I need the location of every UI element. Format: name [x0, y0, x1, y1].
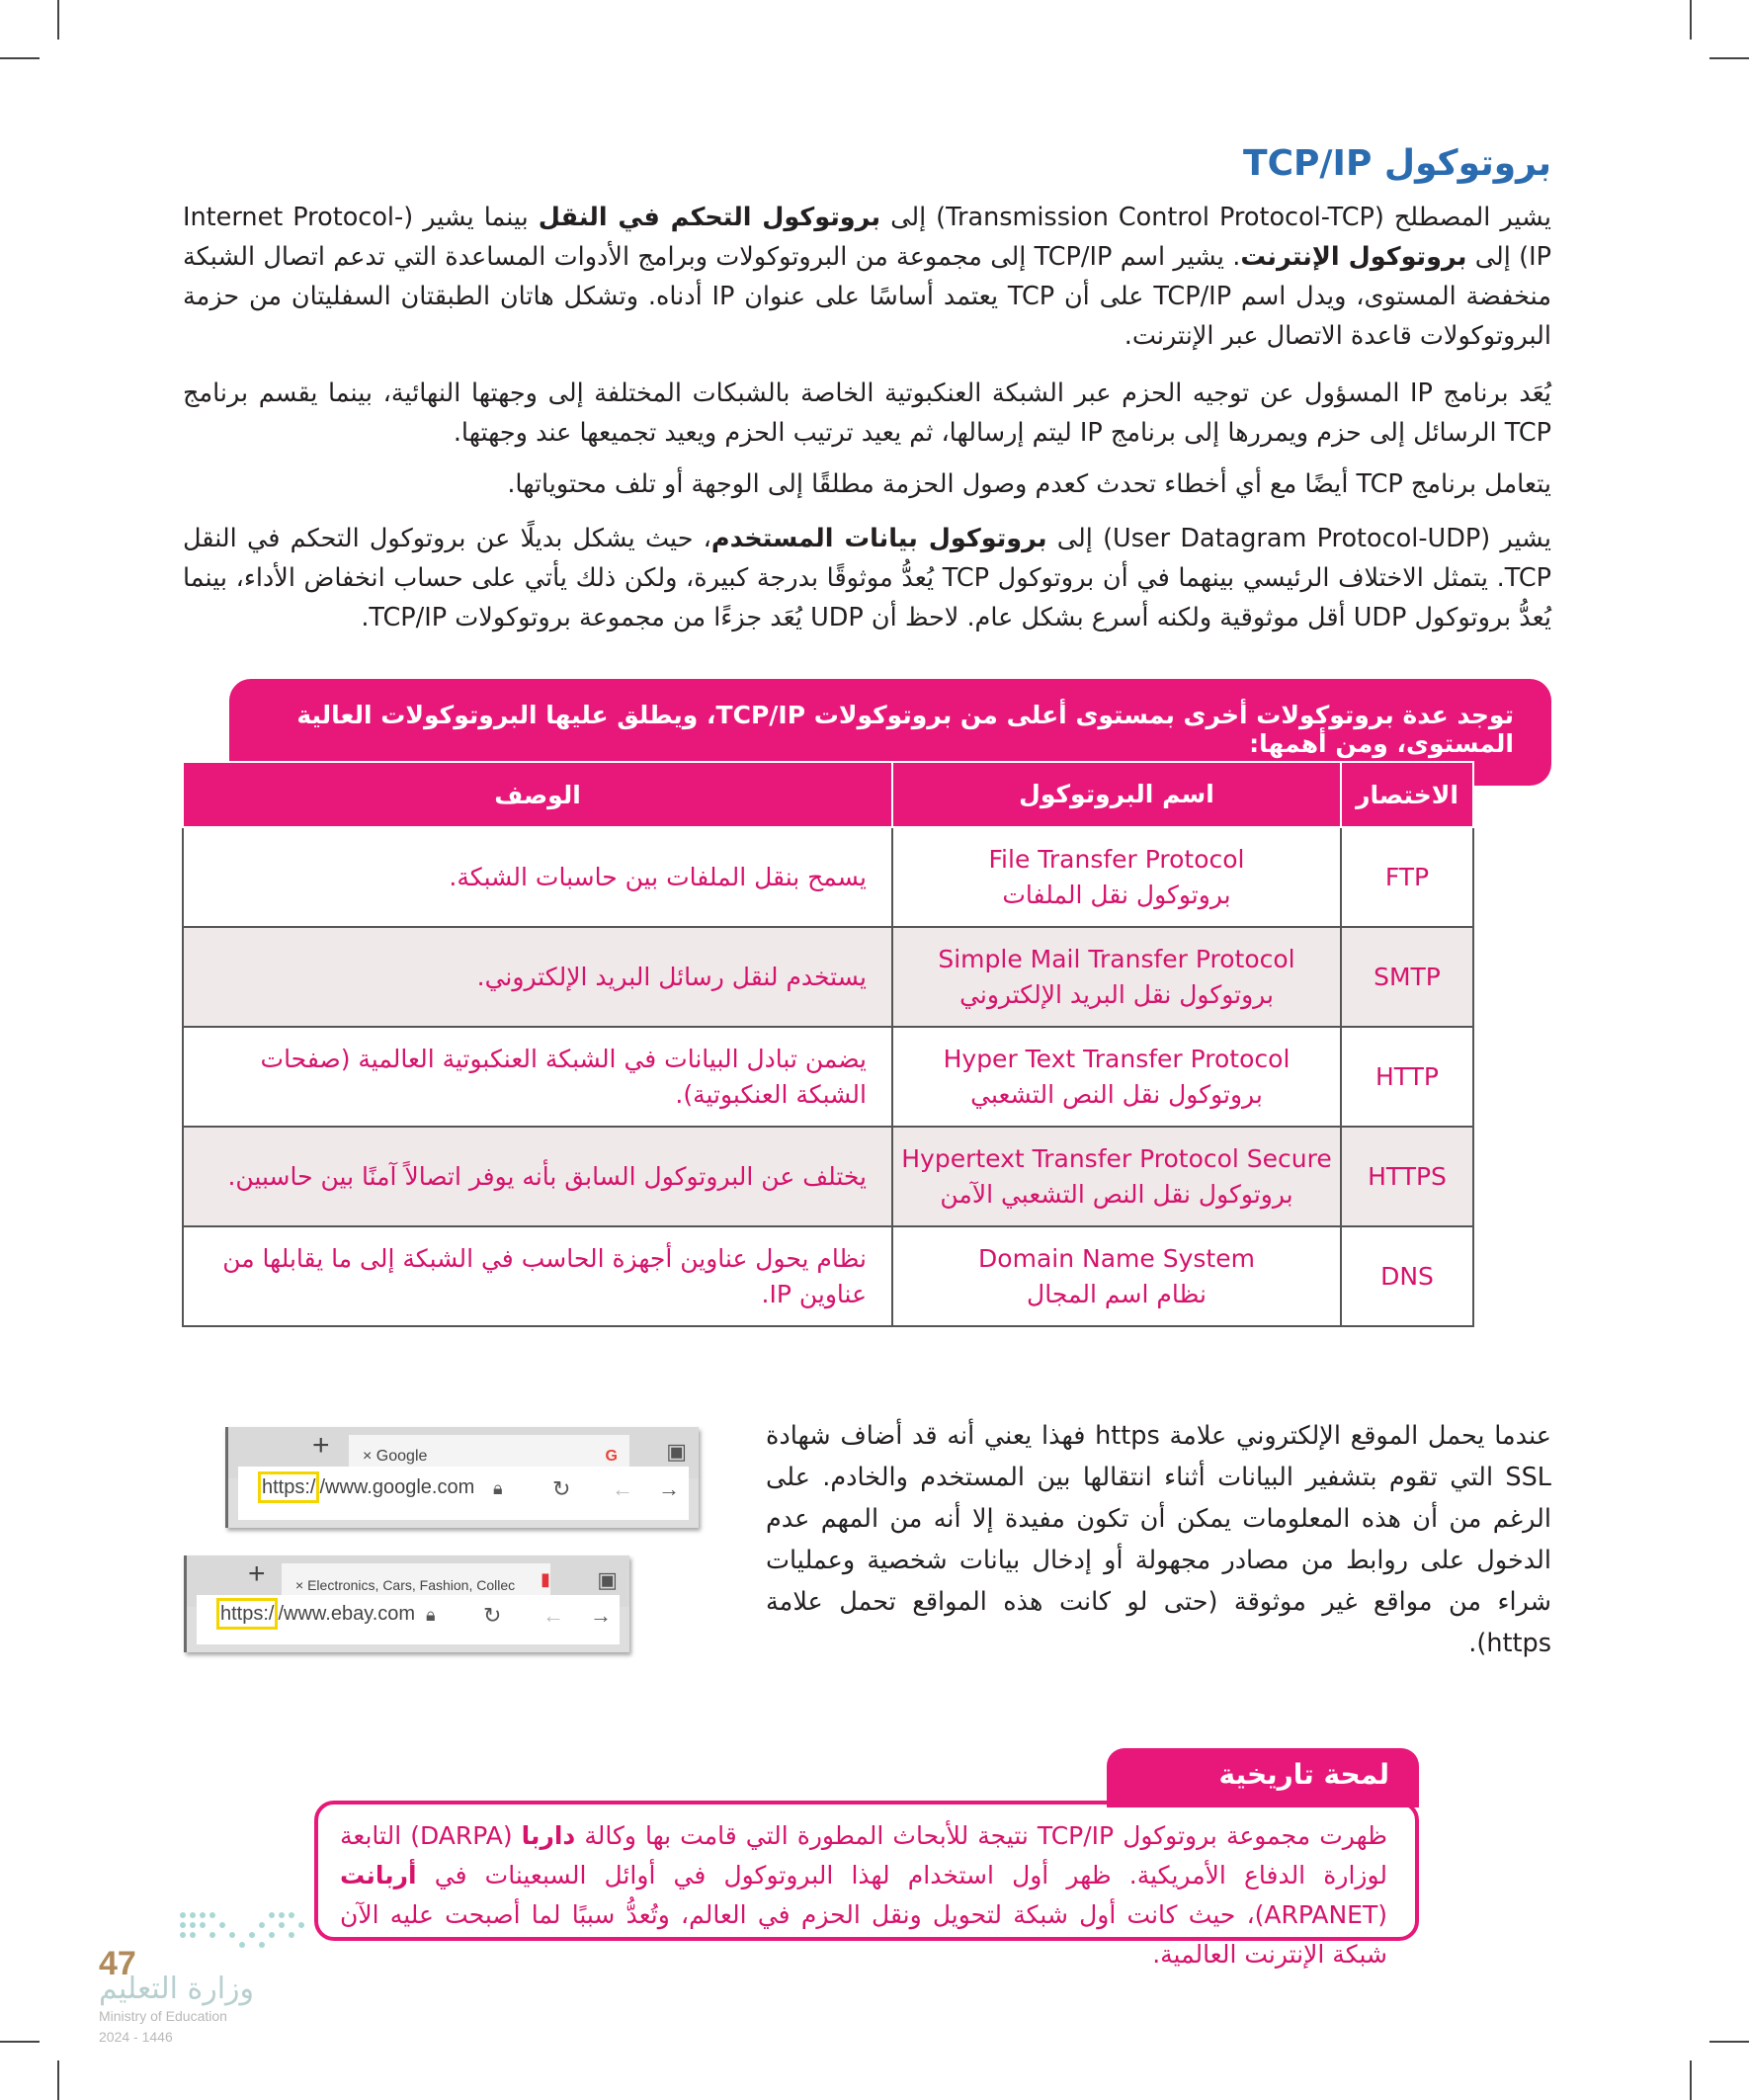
table-row	[183, 1226, 1473, 1326]
browser-screenshot-google	[225, 1427, 699, 1528]
crop-mark	[1709, 2041, 1749, 2043]
ebay-bag-icon: ▮	[541, 1569, 550, 1589]
text: ظهرت مجموعة بروتوكول TCP/IP نتيجة للأبحاث المطورة التي قامت بها وكالة	[575, 1821, 1387, 1850]
paragraph-tcp-ip	[183, 198, 1551, 356]
history-box	[314, 1801, 1419, 1969]
paragraph-ip-routing: يُعَد برنامج IP المسؤول عن توجيه الحزم عبر الشبكة العنكبوتية الخاصة بالشبكات المختلفة إلى وجهتها النهائية، بينما يقسم برنامج TCP الرسائل إلى حزم ويمررها إلى برنامج IP ليتم إرسالها، ثم يعيد ترتيب الحزم ويعيد تجميعها عند وجهتها.	[183, 378, 1551, 448]
window-icon: ▣	[666, 1439, 687, 1464]
cell-desc: نظام يحول عناوين أجهزة الحاسب في الشبكة إلى ما يقابلها من عناوين IP.	[183, 1226, 892, 1326]
forward-icon: →	[590, 1603, 612, 1628]
cell-desc: يضمن تبادل البيانات في الشبكة العنكبوتية العالمية (صفحات الشبكة العنكبوتية).	[183, 1027, 892, 1127]
cell-desc: يستخدم لنقل رسائل البريد الإلكتروني.	[183, 927, 892, 1027]
cell-name	[892, 1127, 1341, 1226]
crop-mark	[1690, 2060, 1692, 2100]
crop-mark	[57, 2060, 59, 2100]
cell-name	[892, 1027, 1341, 1127]
table-row	[183, 927, 1473, 1027]
name-en: File Transfer Protocol	[988, 844, 1245, 874]
text: . يشير اسم TCP/IP إلى مجموعة من البروتوكولات وبرامج الأدوات المساعدة التي تدعم اتصال الشبكة منخفضة المستوى، ويدل اسم TCP/IP على أن TCP يعتمد أساسًا على عنوان IP أدناه. وتشكل هاتان الطبقتان السفليتان من حزمة البروتوكولات قاعدة الاتصال عبر الإنترنت.	[183, 242, 1551, 351]
bold-term: داربا	[521, 1821, 576, 1850]
https-highlight: https:/	[258, 1471, 319, 1503]
crop-mark	[1709, 57, 1749, 59]
table-header-row	[183, 762, 1473, 827]
name-en: Simple Mail Transfer Protocol	[938, 944, 1295, 973]
https-highlight: https:/	[216, 1598, 278, 1630]
name-ar: بروتوكول نقل النص التشعبي	[970, 1079, 1263, 1109]
ministry-name-ar: وزارة التعليم	[99, 1972, 255, 2006]
close-icon: ×	[363, 1448, 376, 1465]
bold-term: بروتوكول الإنترنت	[1240, 242, 1467, 272]
name-ar: بروتوكول نقل النص التشعبي الآمن	[940, 1179, 1293, 1209]
name-ar: بروتوكول نقل الملفات	[1002, 880, 1231, 909]
name-en: Domain Name System	[978, 1243, 1255, 1273]
cell-abbr: HTTP	[1341, 1027, 1473, 1127]
paragraph-tcp-errors: يتعامل برنامج TCP أيضًا مع أي أخطاء تحدث كعدم وصول الحزمة مطلقًا إلى الوجهة أو تلف محتوياتها.	[507, 469, 1551, 499]
cell-name	[892, 1226, 1341, 1326]
cell-abbr: FTP	[1341, 827, 1473, 927]
url-text	[216, 1603, 415, 1626]
ministry-logo-dots	[173, 1905, 321, 1955]
text: ، حيث يشكل بديلًا عن بروتوكول التحكم في النقل TCP. يتمثل الاختلاف الرئيسي بينهما في أن بروتوكول TCP يُعدُّ موثوقًا بدرجة كبيرة، ولكن ذلك يأتي على حساب انخفاض الأداء، بينما يُعدُّ بروتوكول UDP أقل موثوقية ولكنه أسرع بشكل عام. لاحظ أن UDP يُعَد جزءًا من مجموعة بروتوكولات TCP/IP.	[183, 524, 1551, 632]
tab-title: Electronics, Cars, Fashion, Collec	[307, 1577, 516, 1593]
page-number: 47	[99, 1945, 136, 1982]
bold-term: بروتوكول التحكم في النقل	[538, 203, 881, 232]
back-icon: ←	[612, 1476, 633, 1501]
google-logo-icon: G	[605, 1448, 618, 1465]
table-banner: توجد عدة بروتوكولات أخرى بمستوى أعلى من بروتوكولات TCP/IP، ويطلق عليها البروتوكولات العالية المستوى، ومن أهمها:	[229, 679, 1551, 786]
text: (DARPA) التابعة لوزارة الدفاع الأمريكية. ظهر أول استخدام لهذا البروتوكول في أوائل السبعينات في	[340, 1821, 1387, 1890]
text: يشير (User Datagram Protocol-UDP) إلى	[1046, 524, 1551, 553]
text: (ARPANET)، حيث كانت أول شبكة لتحويل ونقل الحزم في العالم، وتُعدُّ سببًا لما أصبحت عليه الآن شبكة الإنترنت العالمية.	[340, 1900, 1387, 1969]
paragraph-udp	[183, 519, 1551, 637]
cell-name	[892, 827, 1341, 927]
browser-screenshot-ebay	[184, 1555, 629, 1652]
ministry-name-en: Ministry of Education	[99, 2008, 227, 2024]
crop-mark	[0, 2041, 40, 2043]
cell-abbr: DNS	[1341, 1226, 1473, 1326]
crop-mark	[0, 57, 40, 59]
cell-abbr: SMTP	[1341, 927, 1473, 1027]
url-rest: /www.ebay.com	[278, 1603, 416, 1625]
header-desc: الوصف	[183, 762, 892, 827]
close-icon: ×	[295, 1577, 308, 1593]
lock-icon: 🔒︎	[426, 1605, 436, 1625]
text: بينما يشير (Internet Protocol-IP) إلى	[183, 203, 1551, 272]
new-tab-icon: +	[312, 1429, 330, 1462]
cell-desc: يسمح بنقل الملفات بين حاسبات الشبكة.	[183, 827, 892, 927]
https-paragraph: عندما يحمل الموقع الإلكتروني علامة https فهذا يعني أنه قد أضاف شهادة SSL التي تقوم بتشفير البيانات أثناء انتقالها بين المستخدم والخادم. على الرغم من أن هذه المعلومات يمكن أن تكون مفيدة إلا أنه من المهم عدم الدخول على روابط من مصادر مجهولة أو إدخال بيانات شخصية وعمليات شراء من مواقع غير موثوقة (حتى لو كانت هذه المواقع تحمل علامة https).	[766, 1421, 1551, 1658]
tab-title: Google	[375, 1448, 428, 1465]
protocols-table	[182, 761, 1474, 1327]
url-text	[258, 1476, 474, 1499]
crop-mark	[1690, 0, 1692, 40]
cell-name	[892, 927, 1341, 1027]
text: يشير المصطلح (Transmission Control Protocol-TCP) إلى	[880, 203, 1551, 232]
history-title: لمحة تاريخية	[1107, 1748, 1419, 1807]
header-name: اسم البروتوكول	[892, 762, 1341, 827]
cell-abbr: HTTPS	[1341, 1127, 1473, 1226]
header-abbr: الاختصار	[1341, 762, 1473, 827]
bold-term: أربانت	[340, 1861, 417, 1890]
name-ar: بروتوكول نقل البريد الإلكتروني	[959, 979, 1274, 1009]
name-ar: نظام اسم المجال	[1027, 1279, 1207, 1308]
address-bar	[238, 1467, 689, 1520]
reload-icon: ↻	[483, 1603, 502, 1628]
cell-desc: يختلف عن البروتوكول السابق بأنه يوفر اتصالاً آمنًا بين حاسبين.	[183, 1127, 892, 1226]
section-title: بروتوكول TCP/IP	[1243, 143, 1551, 184]
bold-term: بروتوكول بيانات المستخدم	[710, 524, 1047, 553]
table-row	[183, 1027, 1473, 1127]
name-en: Hyper Text Transfer Protocol	[943, 1044, 1291, 1073]
address-bar	[197, 1595, 620, 1644]
table-row	[183, 827, 1473, 927]
name-en: Hypertext Transfer Protocol Secure	[901, 1143, 1332, 1173]
edition-year: 2024 - 1446	[99, 2029, 173, 2045]
lock-icon: 🔒︎	[493, 1478, 503, 1498]
new-tab-icon: +	[248, 1557, 266, 1590]
crop-mark	[57, 0, 59, 40]
table-row	[183, 1127, 1473, 1226]
window-icon: ▣	[597, 1567, 618, 1592]
forward-icon: →	[658, 1476, 680, 1501]
back-icon: ←	[542, 1603, 564, 1628]
url-rest: /www.google.com	[319, 1476, 475, 1498]
reload-icon: ↻	[552, 1476, 571, 1501]
